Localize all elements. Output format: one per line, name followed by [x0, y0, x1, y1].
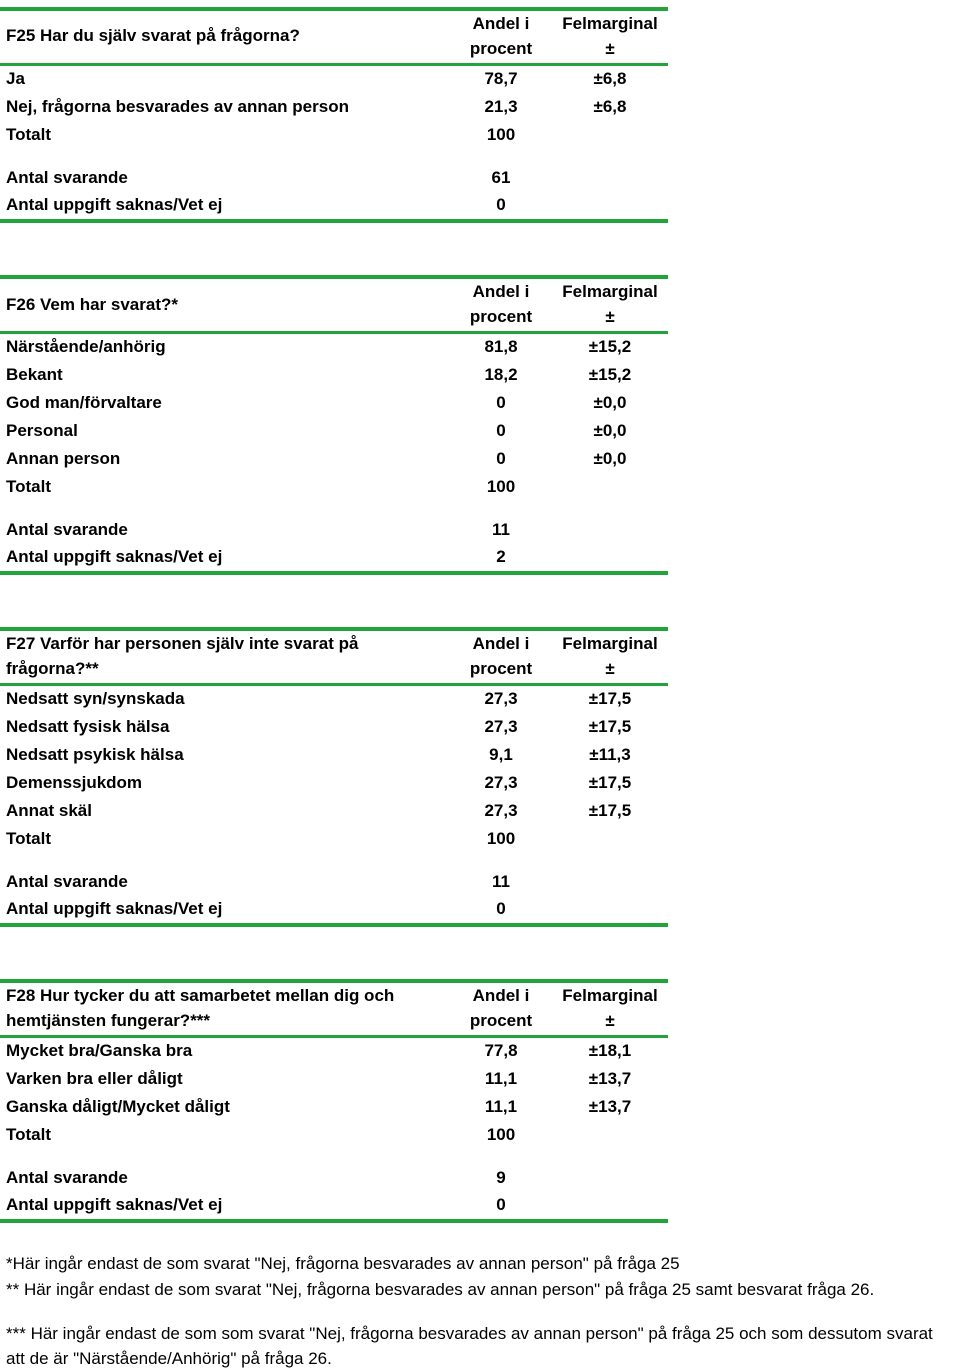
- row-margin: ±6,8: [593, 97, 627, 116]
- bottom-rule: [0, 1219, 668, 1223]
- header-rule: [0, 1035, 668, 1038]
- summary-label: Antal svarande: [6, 872, 128, 891]
- summary-label: Antal uppgift saknas/Vet ej: [6, 547, 223, 566]
- col-header-felmarginal-line2: ±: [605, 39, 615, 58]
- footnote-1: *Här ingår endast de som svarat "Nej, frågorna besvarades av annan person" på fråga 25: [6, 1254, 680, 1273]
- question-title-line1: F27 Varför har personen själv inte svarat på: [6, 634, 359, 653]
- row-margin: ±17,5: [588, 689, 632, 708]
- row-margin: ±17,5: [588, 773, 632, 792]
- question-title: F25 Har du själv svarat på frågorna?: [6, 26, 300, 45]
- row-margin: ±13,7: [588, 1069, 632, 1088]
- row-value: 100: [486, 829, 516, 848]
- header-rule: [0, 63, 668, 66]
- row-value: 11,1: [484, 1097, 518, 1116]
- row-value: 100: [486, 1125, 516, 1144]
- row-margin: ±17,5: [588, 717, 632, 736]
- bottom-rule: [0, 923, 668, 927]
- row-value: 18,2: [484, 365, 518, 384]
- bottom-rule: [0, 219, 668, 223]
- top-rule: [0, 275, 668, 279]
- col-header-felmarginal-line1: Felmarginal: [562, 634, 658, 653]
- col-header-andel-line2: procent: [469, 1011, 533, 1030]
- col-header-felmarginal-line2: ±: [605, 307, 615, 326]
- summary-label: Antal uppgift saknas/Vet ej: [6, 899, 223, 918]
- row-label: Personal: [6, 421, 78, 440]
- row-value: 0: [496, 393, 506, 412]
- row-value: 27,3: [484, 717, 518, 736]
- row-label: Nedsatt fysisk hälsa: [6, 717, 170, 736]
- summary-label: Antal uppgift saknas/Vet ej: [6, 195, 223, 214]
- top-rule: [0, 627, 668, 631]
- row-margin: ±0,0: [593, 421, 627, 440]
- col-header-andel-line1: Andel i: [472, 986, 530, 1005]
- top-rule: [0, 979, 668, 983]
- row-margin: ±0,0: [593, 393, 627, 412]
- row-value: 77,8: [484, 1041, 518, 1060]
- summary-value: 0: [496, 899, 506, 918]
- row-value: 100: [486, 477, 516, 496]
- row-value: 100: [486, 125, 516, 144]
- row-value: 9,1: [489, 745, 513, 764]
- col-header-felmarginal-line1: Felmarginal: [562, 986, 658, 1005]
- top-rule: [0, 7, 668, 11]
- header-rule: [0, 683, 668, 686]
- row-value: 27,3: [484, 689, 518, 708]
- row-value: 0: [496, 421, 506, 440]
- row-margin: ±15,2: [588, 337, 632, 356]
- row-margin: ±15,2: [588, 365, 632, 384]
- row-margin: ±0,0: [593, 449, 627, 468]
- row-label: Nedsatt psykisk hälsa: [6, 745, 184, 764]
- question-title-line2: frågorna?**: [6, 659, 99, 678]
- row-margin: ±13,7: [588, 1097, 632, 1116]
- question-title: F26 Vem har svarat?*: [6, 295, 178, 314]
- col-header-andel-line1: Andel i: [472, 282, 530, 301]
- row-margin: ±11,3: [589, 745, 631, 764]
- row-value: 21,3: [484, 97, 518, 116]
- summary-value: 0: [496, 1195, 506, 1214]
- row-value: 27,3: [484, 801, 518, 820]
- row-label: Bekant: [6, 365, 63, 384]
- bottom-rule: [0, 571, 668, 575]
- row-margin: ±17,5: [588, 801, 632, 820]
- row-value: 81,8: [484, 337, 518, 356]
- row-value: 78,7: [484, 69, 518, 88]
- col-header-felmarginal-line2: ±: [605, 659, 615, 678]
- row-label: Nedsatt syn/synskada: [6, 689, 185, 708]
- col-header-felmarginal-line1: Felmarginal: [562, 282, 658, 301]
- header-rule: [0, 331, 668, 334]
- row-label: Demenssjukdom: [6, 773, 143, 792]
- col-header-andel-line2: procent: [469, 307, 533, 326]
- col-header-felmarginal-line1: Felmarginal: [562, 14, 658, 33]
- row-margin: ±6,8: [593, 69, 627, 88]
- footnote-3-line2: att de är "Närstående/Anhörig" på fråga 26.: [6, 1349, 332, 1368]
- summary-value: 0: [496, 195, 506, 214]
- row-label: Annan person: [6, 449, 121, 468]
- row-label: Totalt: [6, 477, 52, 496]
- col-header-andel-line1: Andel i: [472, 14, 530, 33]
- row-label: Annat skäl: [6, 801, 92, 820]
- row-margin: ±18,1: [588, 1041, 632, 1060]
- summary-value: 9: [496, 1168, 506, 1187]
- row-value: 0: [496, 449, 506, 468]
- row-label: Ja: [6, 69, 25, 88]
- row-label: Totalt: [6, 829, 52, 848]
- question-title-line1: F28 Hur tycker du att samarbetet mellan dig och: [6, 986, 395, 1005]
- col-header-andel-line1: Andel i: [472, 634, 530, 653]
- col-header-andel-line2: procent: [469, 39, 533, 58]
- col-header-felmarginal-line2: ±: [605, 1011, 615, 1030]
- summary-label: Antal svarande: [6, 1168, 128, 1187]
- row-value: 11,1: [484, 1069, 518, 1088]
- col-header-andel-line2: procent: [469, 659, 533, 678]
- footnote-3-line1: *** Här ingår endast de som som svarat "Nej, frågorna besvarades av annan person" på fråga 25 och som dessutom svarat: [6, 1324, 933, 1343]
- question-title-line2: hemtjänsten fungerar?***: [6, 1011, 211, 1030]
- row-label: Totalt: [6, 1125, 52, 1144]
- summary-value: 2: [496, 547, 506, 566]
- row-label: Varken bra eller dåligt: [6, 1069, 183, 1088]
- summary-value: 61: [491, 168, 511, 187]
- footnote-2: ** Här ingår endast de som svarat "Nej, frågorna besvarades av annan person" på fråga 25 samt besvarat fråga 26.: [6, 1280, 875, 1299]
- summary-label: Antal svarande: [6, 520, 128, 539]
- summary-value: 11: [492, 872, 510, 891]
- summary-label: Antal uppgift saknas/Vet ej: [6, 1195, 223, 1214]
- summary-label: Antal svarande: [6, 168, 128, 187]
- row-label: Totalt: [6, 125, 52, 144]
- row-value: 27,3: [484, 773, 518, 792]
- row-label: God man/förvaltare: [6, 393, 162, 412]
- row-label: Ganska dåligt/Mycket dåligt: [6, 1097, 230, 1116]
- row-label: Närstående/anhörig: [6, 337, 166, 356]
- summary-value: 11: [492, 520, 510, 539]
- row-label: Mycket bra/Ganska bra: [6, 1041, 193, 1060]
- row-label: Nej, frågorna besvarades av annan person: [6, 97, 349, 116]
